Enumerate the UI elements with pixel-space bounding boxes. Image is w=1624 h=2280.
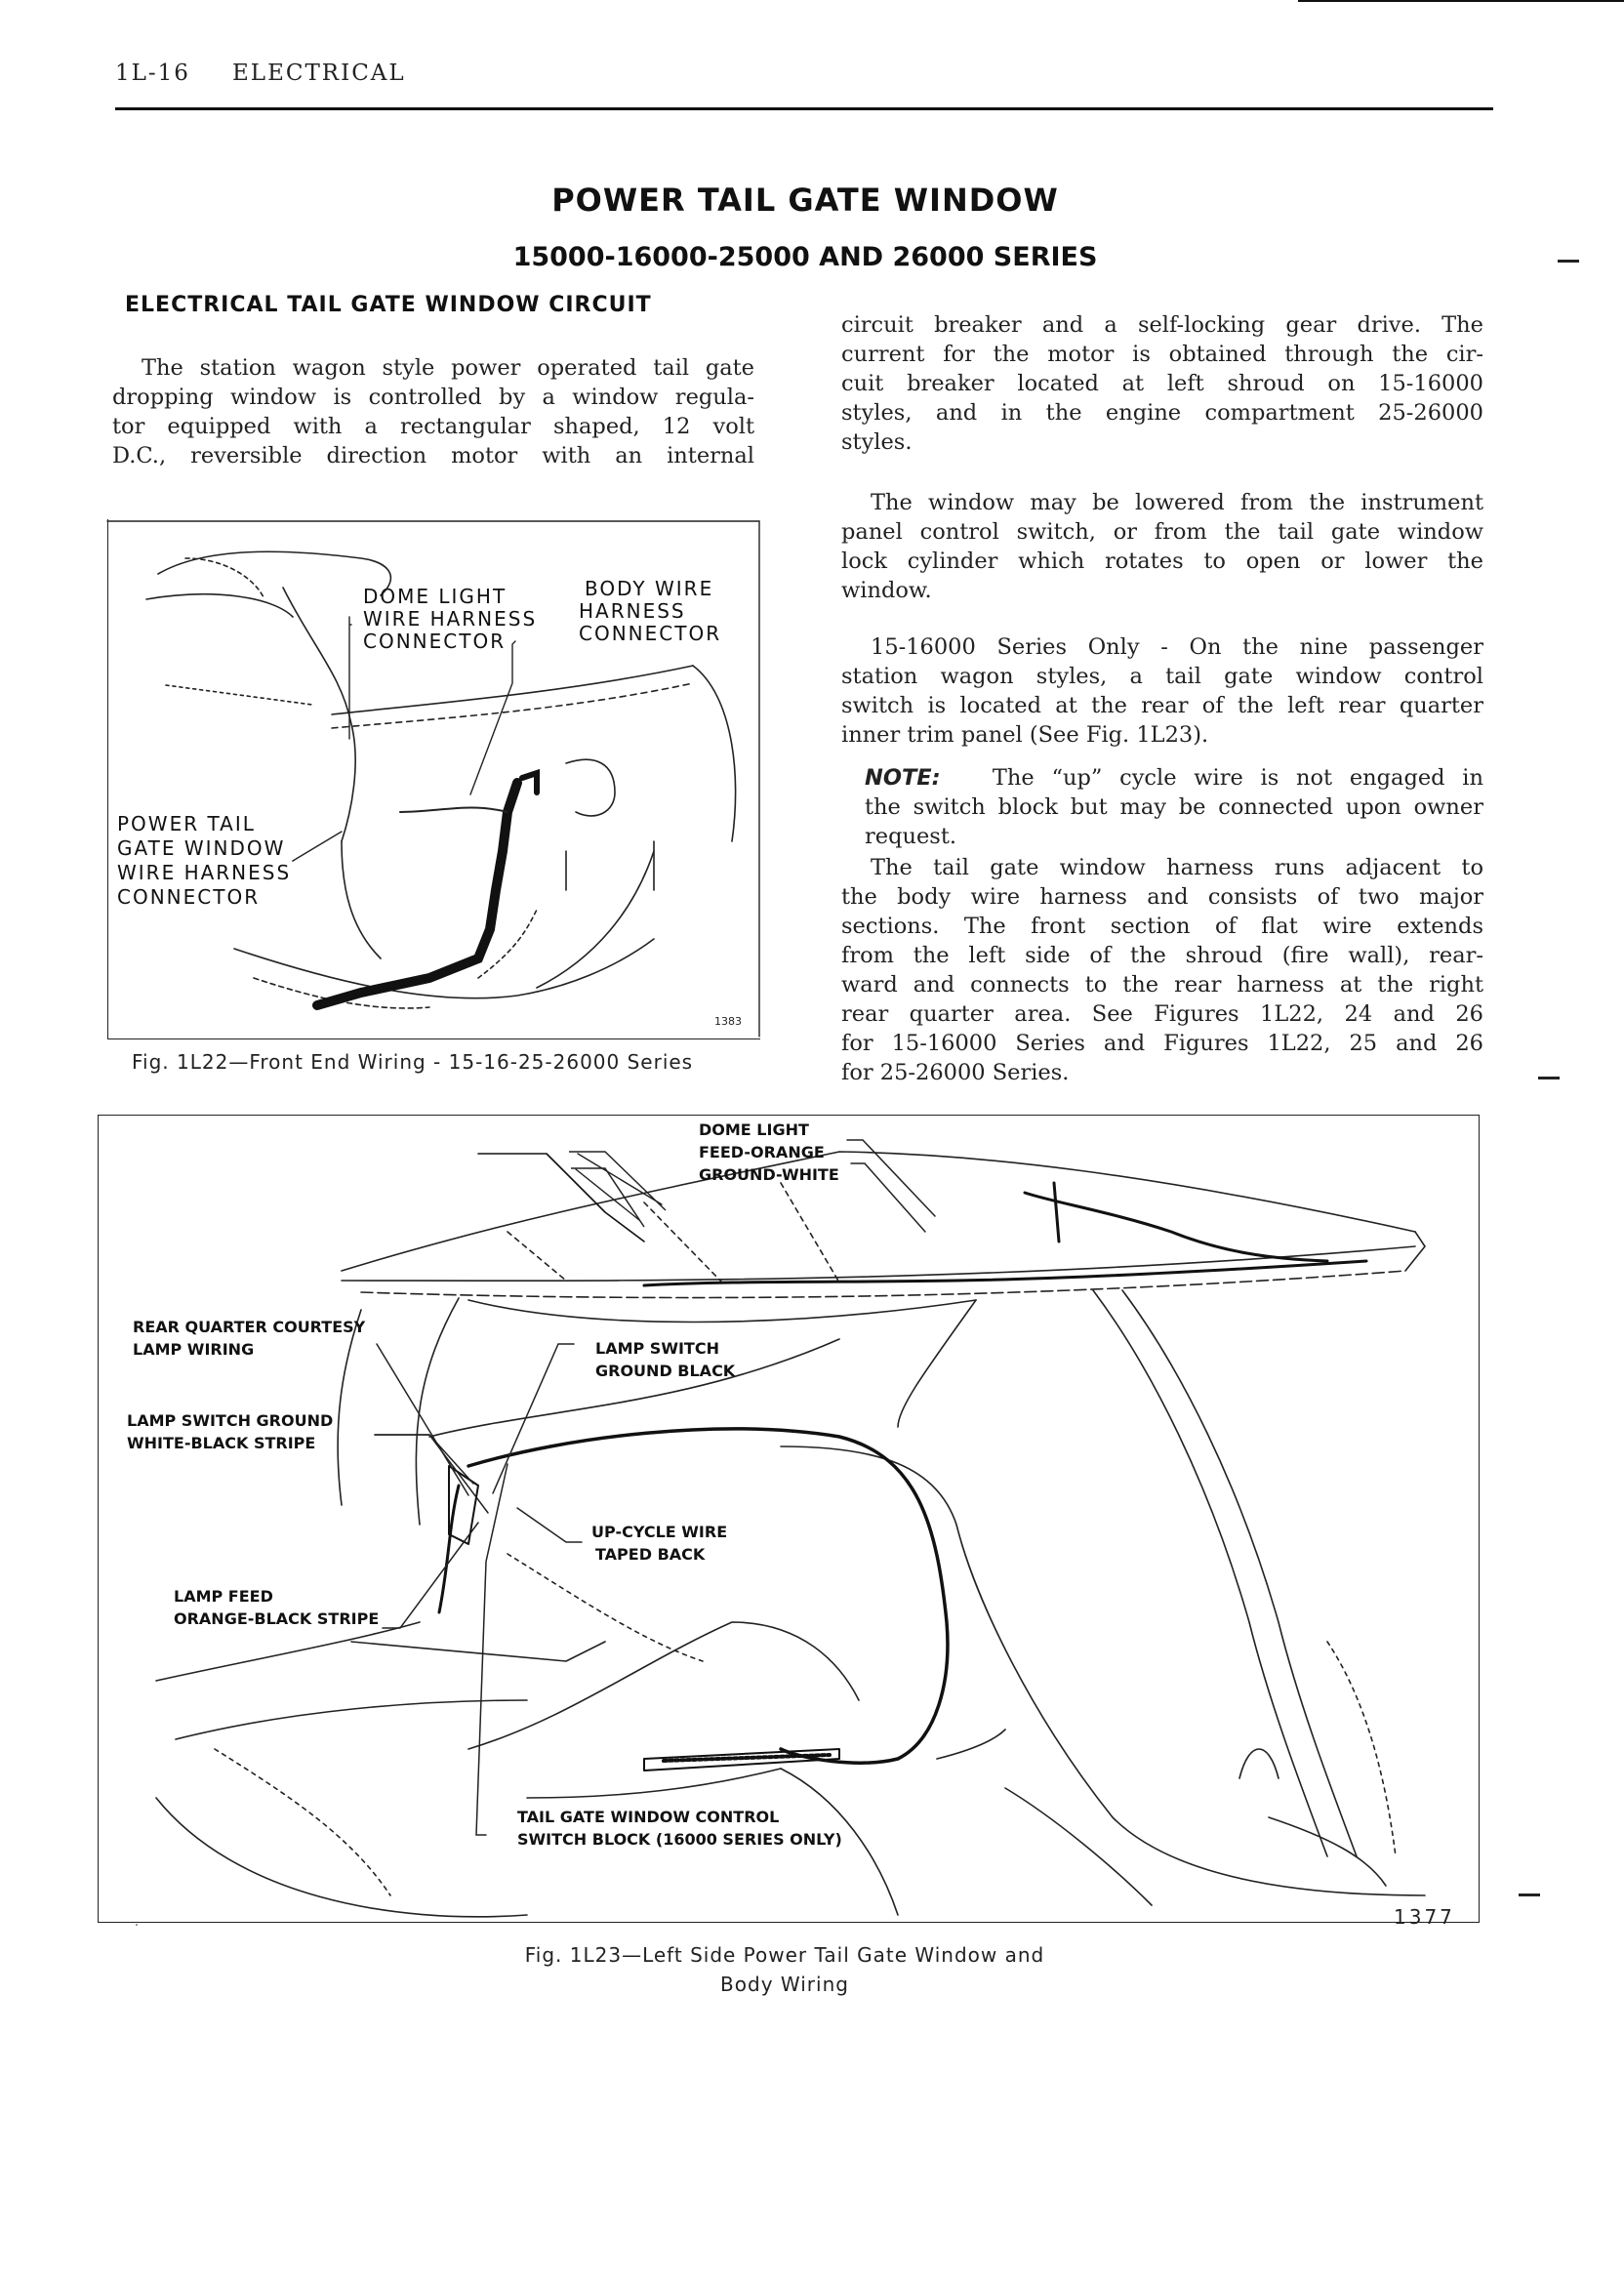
fig1-number: 1383 xyxy=(714,1015,742,1028)
lamp-switch-ground-white-label: LAMP SWITCH GROUND WHITE-BLACK STRIPE xyxy=(127,1411,334,1452)
page-subtitle: 15000-16000-25000 AND 26000 SERIES xyxy=(512,242,1098,272)
paragraph-window-lowered: The window may be lowered from the instrument panel control switch, or from the tail gate window lock cylinder which rotates to open or lower the window. xyxy=(841,490,1483,603)
upcycle-wire-label: UP-CYCLE WIRE TAPED BACK xyxy=(591,1523,728,1564)
note-label: NOTE: xyxy=(865,765,941,791)
page-title: POWER TAIL GATE WINDOW xyxy=(551,182,1059,219)
paragraph-circuit-breaker: circuit breaker and a self-locking gear drive. The current for the motor is obtained through the cir- cuit breaker located at left shroud on 15-16000 styles, and in the engine compartment 25-26000 styles. xyxy=(841,312,1483,455)
switch-block-label: TAIL GATE WINDOW CONTROL SWITCH BLOCK (16000 SERIES ONLY) xyxy=(517,1808,842,1849)
page-number: 1L-16 xyxy=(115,61,190,86)
power-tail-connector-label: POWER TAIL GATE WINDOW WIRE HARNESS CONNECTOR xyxy=(117,812,292,909)
rear-quarter-courtesy-label: REAR QUARTER COURTESY LAMP WIRING xyxy=(133,1318,366,1359)
fig2-number: 1377 xyxy=(1394,1905,1455,1929)
paragraph-harness: The tail gate window harness runs adjacent to the body wire harness and consists of two major sections. The front section of flat wire extends from the left side of the shroud (fire wall), rear- ward and connects to the rear harness at the right rear quarter area. See Figures 1L22, 24 and 26 for 15-16000 Series and Figures 1L22, 25 and 26 for 25-26000 Series. xyxy=(841,855,1483,1085)
lamp-feed-label: LAMP FEED ORANGE-BLACK STRIPE xyxy=(174,1587,380,1628)
note-paragraph: NOTE: The “up” cycle wire is not engaged in the switch block but may be connected upon owner request. xyxy=(865,765,1483,849)
intro-paragraph: The station wagon style power operated tail gate dropping window is controlled by a window regula- tor equipped with a rectangular shaped, 12 volt D.C., reversible direction motor with an internal xyxy=(112,355,754,468)
body-wire-connector-label: BODY WIRE HARNESS CONNECTOR xyxy=(579,577,722,645)
section-heading: ELECTRICAL TAIL GATE WINDOW CIRCUIT xyxy=(125,293,652,317)
lamp-switch-ground-black-label: LAMP SWITCH GROUND BLACK xyxy=(595,1339,736,1380)
dome-light-label: DOME LIGHT FEED-ORANGE GROUND-WHITE xyxy=(699,1120,839,1184)
paragraph-series-only: 15-16000 Series Only - On the nine passenger station wagon styles, a tail gate window control switch is located at the rear of the left rear quarter inner trim panel (See Fig. 1L23). xyxy=(841,634,1483,748)
fig2-caption: Fig. 1L23—Left Side Power Tail Gate Window and Body Wiring xyxy=(524,1943,1045,1996)
dome-light-connector-label: DOME LIGHT WIRE HARNESS CONNECTOR xyxy=(363,585,538,653)
section-name: ELECTRICAL xyxy=(232,61,406,86)
fig1-caption: Fig. 1L22—Front End Wiring - 15-16-25-26000 Series xyxy=(132,1050,694,1074)
